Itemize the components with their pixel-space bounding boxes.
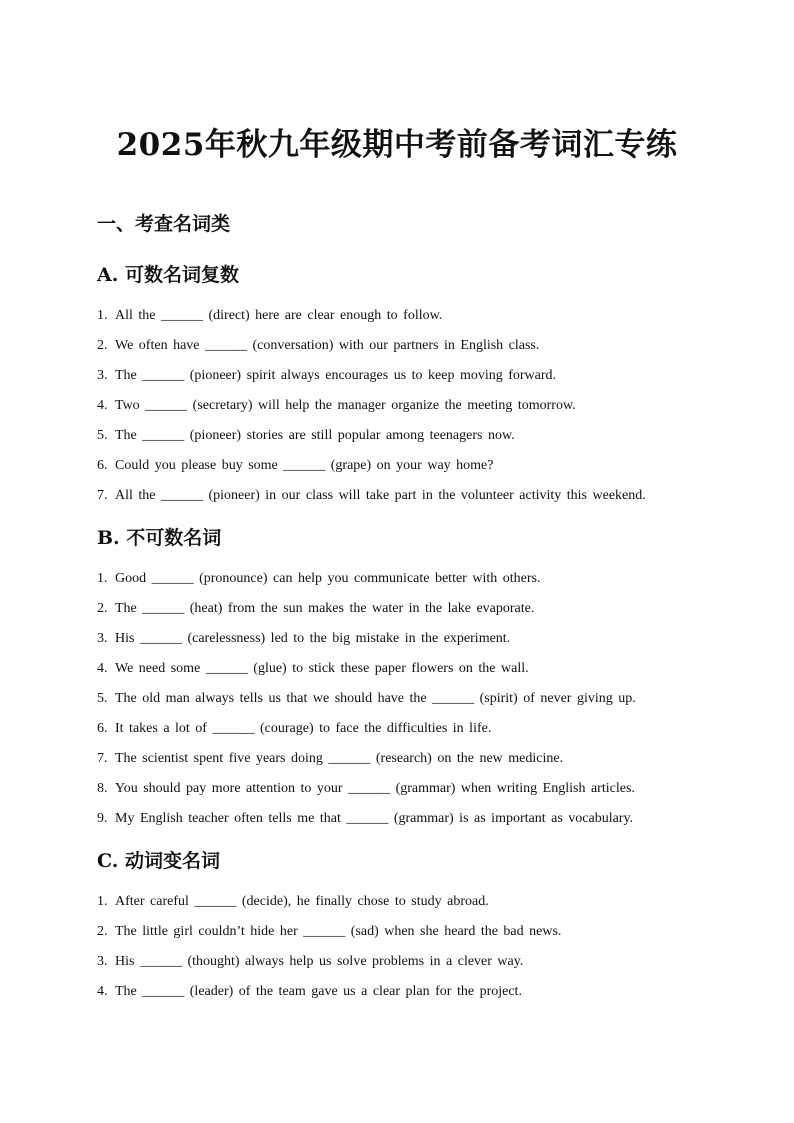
question-text: All the ______ (direct) here are clear enough to follow.: [115, 308, 443, 323]
question-number: 2.: [97, 924, 108, 939]
question-number: 3.: [97, 954, 108, 969]
question-list: [97, 564, 737, 834]
part-heading: 一、考查名词类: [97, 213, 231, 235]
question-item: [97, 421, 737, 451]
section-countable-plural: [97, 259, 737, 511]
question-text: We need some ______ (glue) to stick these paper flowers on the wall.: [115, 661, 529, 676]
question-item: [97, 624, 737, 654]
question-number: 4.: [97, 984, 108, 999]
section-heading: C. 动词变名词: [97, 850, 221, 872]
question-text: His ______ (thought) always help us solve problems in a clever way.: [115, 954, 524, 969]
question-item: [97, 361, 737, 391]
question-item: [97, 887, 737, 917]
question-item: [97, 654, 737, 684]
section-verb-to-noun: [97, 845, 737, 1007]
question-item: [97, 804, 737, 834]
question-number: 9.: [97, 811, 108, 826]
question-number: 1.: [97, 894, 108, 909]
question-text: After careful ______ (decide), he finally chose to study abroad.: [115, 894, 489, 909]
question-text: You should pay more attention to your ______ (grammar) when writing English articles.: [115, 781, 635, 796]
question-number: 5.: [97, 428, 108, 443]
question-item: [97, 451, 737, 481]
section-heading: B. 不可数名词: [97, 527, 222, 549]
question-item: [97, 564, 737, 594]
question-text: The scientist spent five years doing ______ (research) on the new medicine.: [115, 751, 564, 766]
question-number: 3.: [97, 631, 108, 646]
question-item: [97, 744, 737, 774]
question-item: [97, 917, 737, 947]
question-number: 8.: [97, 781, 108, 796]
question-item: [97, 301, 737, 331]
question-text: Could you please buy some ______ (grape) on your way home?: [115, 458, 494, 473]
question-text: It takes a lot of ______ (courage) to face the difficulties in life.: [115, 721, 492, 736]
question-number: 3.: [97, 368, 108, 383]
page-title: 2025年秋九年级期中考前备考词汇专练: [116, 127, 678, 163]
question-text: We often have ______ (conversation) with our partners in English class.: [115, 338, 540, 353]
question-number: 1.: [97, 308, 108, 323]
question-number: 7.: [97, 488, 108, 503]
question-number: 7.: [97, 751, 108, 766]
question-number: 4.: [97, 398, 108, 413]
question-text: The ______ (heat) from the sun makes the water in the lake evaporate.: [115, 601, 535, 616]
question-text: My English teacher often tells me that ______ (grammar) is as important as vocabulary.: [115, 811, 634, 826]
question-number: 2.: [97, 601, 108, 616]
question-number: 2.: [97, 338, 108, 353]
question-text: The ______ (pioneer) stories are still popular among teenagers now.: [115, 428, 515, 443]
question-text: All the ______ (pioneer) in our class will take part in the volunteer activity this weekend.: [115, 488, 646, 503]
question-list: [97, 301, 737, 511]
question-number: 6.: [97, 458, 108, 473]
question-number: 5.: [97, 691, 108, 706]
question-item: [97, 774, 737, 804]
question-number: 1.: [97, 571, 108, 586]
question-number: 6.: [97, 721, 108, 736]
question-text: The ______ (leader) of the team gave us a clear plan for the project.: [115, 984, 522, 999]
question-item: [97, 481, 737, 511]
question-list: [97, 887, 737, 1007]
question-text: The old man always tells us that we should have the ______ (spirit) of never giving up.: [115, 691, 636, 706]
section-uncountable: [97, 522, 737, 834]
section-heading: A. 可数名词复数: [97, 264, 239, 286]
question-item: [97, 714, 737, 744]
question-item: [97, 594, 737, 624]
question-item: [97, 331, 737, 361]
question-text: His ______ (carelessness) led to the big mistake in the experiment.: [115, 631, 511, 646]
question-number: 4.: [97, 661, 108, 676]
question-text: Two ______ (secretary) will help the manager organize the meeting tomorrow.: [115, 398, 576, 413]
question-item: [97, 977, 737, 1007]
question-text: Good ______ (pronounce) can help you communicate better with others.: [115, 571, 541, 586]
question-item: [97, 391, 737, 421]
question-item: [97, 684, 737, 714]
question-text: The little girl couldn’t hide her ______ (sad) when she heard the bad news.: [115, 924, 562, 939]
question-item: [97, 947, 737, 977]
question-text: The ______ (pioneer) spirit always encourages us to keep moving forward.: [115, 368, 557, 383]
